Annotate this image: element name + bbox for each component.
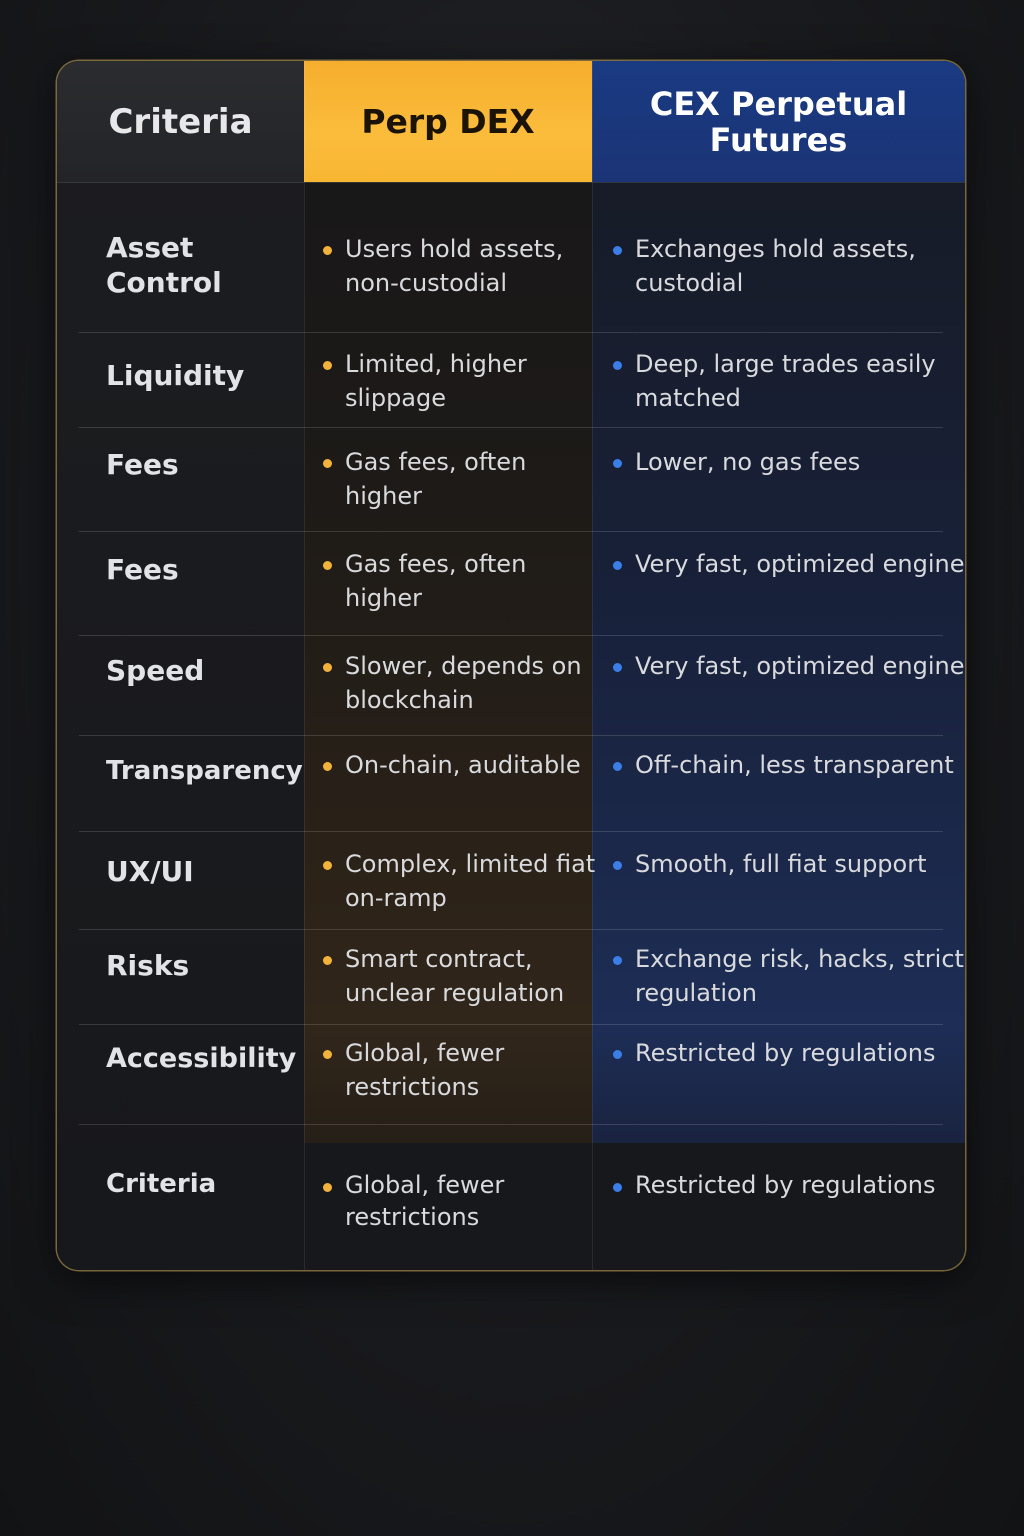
bullet-icon [323, 246, 332, 255]
cex-cell [613, 748, 965, 782]
cex-cell-text: Exchanges hold assets, custodial [635, 235, 916, 297]
dex-cell-text: On-chain, auditable [345, 751, 581, 779]
header-cex-perpetual-futures: CEX Perpetual Futures [592, 61, 965, 182]
row-criteria: Fees [106, 448, 179, 481]
table-row [57, 736, 965, 832]
footer-row [57, 1143, 965, 1270]
footer-criteria: Criteria [106, 1169, 217, 1199]
cex-cell-text: Restricted by regulations [635, 1039, 936, 1067]
cex-cell-text: Lower, no gas fees [635, 448, 861, 476]
cex-cell [613, 347, 965, 415]
dex-cell [323, 649, 607, 717]
table-row [57, 182, 965, 333]
cex-cell-text: Very fast, optimized engine [635, 652, 965, 680]
dex-cell-text: Users hold assets, non-custodial [345, 235, 564, 297]
bullet-icon [613, 956, 622, 965]
row-criteria: Transparency [106, 756, 303, 786]
dex-cell [323, 748, 607, 782]
comparison-table [57, 61, 965, 1270]
bullet-icon [613, 361, 622, 370]
bullet-icon [323, 459, 332, 468]
table-row [57, 930, 965, 1025]
cex-cell [613, 847, 965, 881]
dex-cell-text: Complex, limited fiat on-ramp [345, 850, 596, 912]
cex-cell [613, 942, 965, 1010]
dex-cell [323, 445, 607, 513]
bullet-icon [323, 956, 332, 965]
row-criteria: UX/UI [106, 855, 194, 888]
footer-cex-cell [613, 1169, 965, 1201]
bullet-icon [323, 861, 332, 870]
bullet-icon [613, 663, 622, 672]
row-divider [79, 1124, 943, 1125]
bullet-icon [613, 459, 622, 468]
bullet-icon [323, 1183, 332, 1192]
cex-cell [613, 445, 965, 479]
footer-cex-text: Restricted by regulations [635, 1171, 936, 1199]
table-row [57, 1025, 965, 1125]
cex-cell-text: Smooth, full fiat support [635, 850, 927, 878]
dex-cell-text: Smart contract, unclear regulation [345, 945, 565, 1007]
header-criteria: Criteria [57, 61, 304, 182]
bullet-icon [613, 1050, 622, 1059]
bullet-icon [613, 561, 622, 570]
bullet-icon [613, 762, 622, 771]
table-row [57, 532, 965, 636]
bullet-icon [613, 1183, 622, 1192]
table-row [57, 333, 965, 428]
cex-cell [613, 547, 965, 581]
cex-cell-text: Deep, large trades easily matched [635, 350, 936, 412]
bullet-icon [323, 361, 332, 370]
dex-cell [323, 232, 607, 300]
cex-cell [613, 649, 965, 683]
row-criteria: Risks [106, 949, 190, 982]
dex-cell [323, 847, 607, 915]
column-divider [304, 1143, 305, 1270]
dex-cell-text: Gas fees, often higher [345, 550, 527, 612]
dex-cell [323, 1036, 607, 1104]
dex-cell [323, 547, 607, 615]
cex-cell [613, 232, 965, 300]
bullet-icon [323, 1050, 332, 1059]
footer-dex-cell [323, 1169, 607, 1233]
bullet-icon [613, 246, 622, 255]
cex-cell [613, 1036, 965, 1070]
dex-cell-text: Global, fewer restrictions [345, 1039, 505, 1101]
dex-cell [323, 347, 607, 415]
dex-cell-text: Slower, depends on blockchain [345, 652, 582, 714]
bullet-icon [323, 561, 332, 570]
table-row [57, 832, 965, 930]
row-criteria: Liquidity [106, 359, 245, 392]
dex-cell [323, 942, 607, 1010]
dex-cell-text: Gas fees, often higher [345, 448, 527, 510]
row-criteria: Asset Control [106, 231, 222, 299]
bullet-icon [613, 861, 622, 870]
row-criteria: Accessibility [106, 1043, 297, 1074]
table-row [57, 636, 965, 736]
cex-cell-text: Off-chain, less transparent [635, 751, 954, 779]
row-criteria: Fees [106, 553, 179, 586]
bullet-icon [323, 762, 332, 771]
dex-cell-text: Limited, higher slippage [345, 350, 527, 412]
table-row [57, 428, 965, 532]
header-perp-dex: Perp DEX [304, 61, 592, 182]
footer-dex-text: Global, fewer restrictions [345, 1171, 505, 1231]
cex-cell-text: Very fast, optimized engine [635, 550, 965, 578]
cex-cell-text: Exchange risk, hacks, strict regulation [635, 945, 964, 1007]
bullet-icon [323, 663, 332, 672]
row-criteria: Speed [106, 654, 205, 687]
